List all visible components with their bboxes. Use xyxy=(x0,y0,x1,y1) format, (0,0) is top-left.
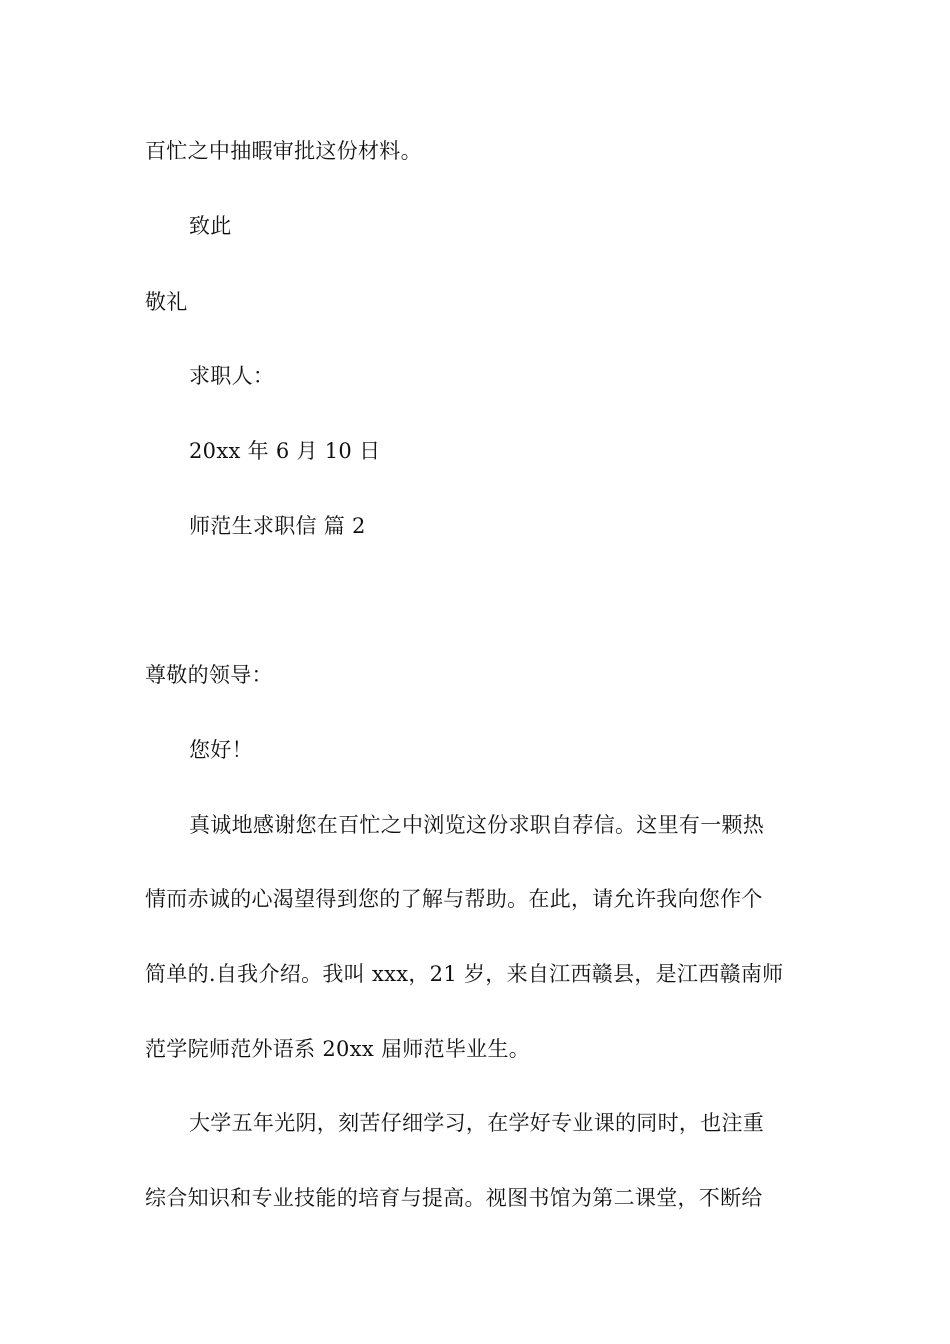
paragraph-2-line-2: 综合知识和专业技能的培育与提高。视图书馆为第二课堂，不断给 xyxy=(145,1186,763,1210)
salutation: 尊敬的领导： xyxy=(145,663,273,687)
text-line-zhici: 致此 xyxy=(189,214,232,238)
paragraph-1-line-3: 简单的.自我介绍。我叫 xxx，21 岁，来自江西赣县，是江西赣南师 xyxy=(145,962,784,986)
paragraph-1-line-4: 范学院师范外语系 20xx 届师范毕业生。 xyxy=(145,1037,531,1061)
text-line-jingli: 敬礼 xyxy=(145,290,188,314)
text-line-closing-request: 百忙之中抽暇审批这份材料。 xyxy=(145,139,422,163)
section-heading: 师范生求职信 篇 2 xyxy=(189,514,366,538)
greeting: 您好！ xyxy=(189,738,253,762)
text-line-date: 20xx 年 6 月 10 日 xyxy=(189,439,381,463)
paragraph-2-line-1: 大学五年光阴，刻苦仔细学习，在学好专业课的同时，也注重 xyxy=(189,1111,765,1135)
text-line-applicant: 求职人： xyxy=(189,364,275,388)
paragraph-1-line-2: 情而赤诚的心渴望得到您的了解与帮助。在此，请允许我向您作个 xyxy=(145,887,763,911)
paragraph-1-line-1: 真诚地感谢您在百忙之中浏览这份求职自荐信。这里有一颗热 xyxy=(189,813,765,837)
